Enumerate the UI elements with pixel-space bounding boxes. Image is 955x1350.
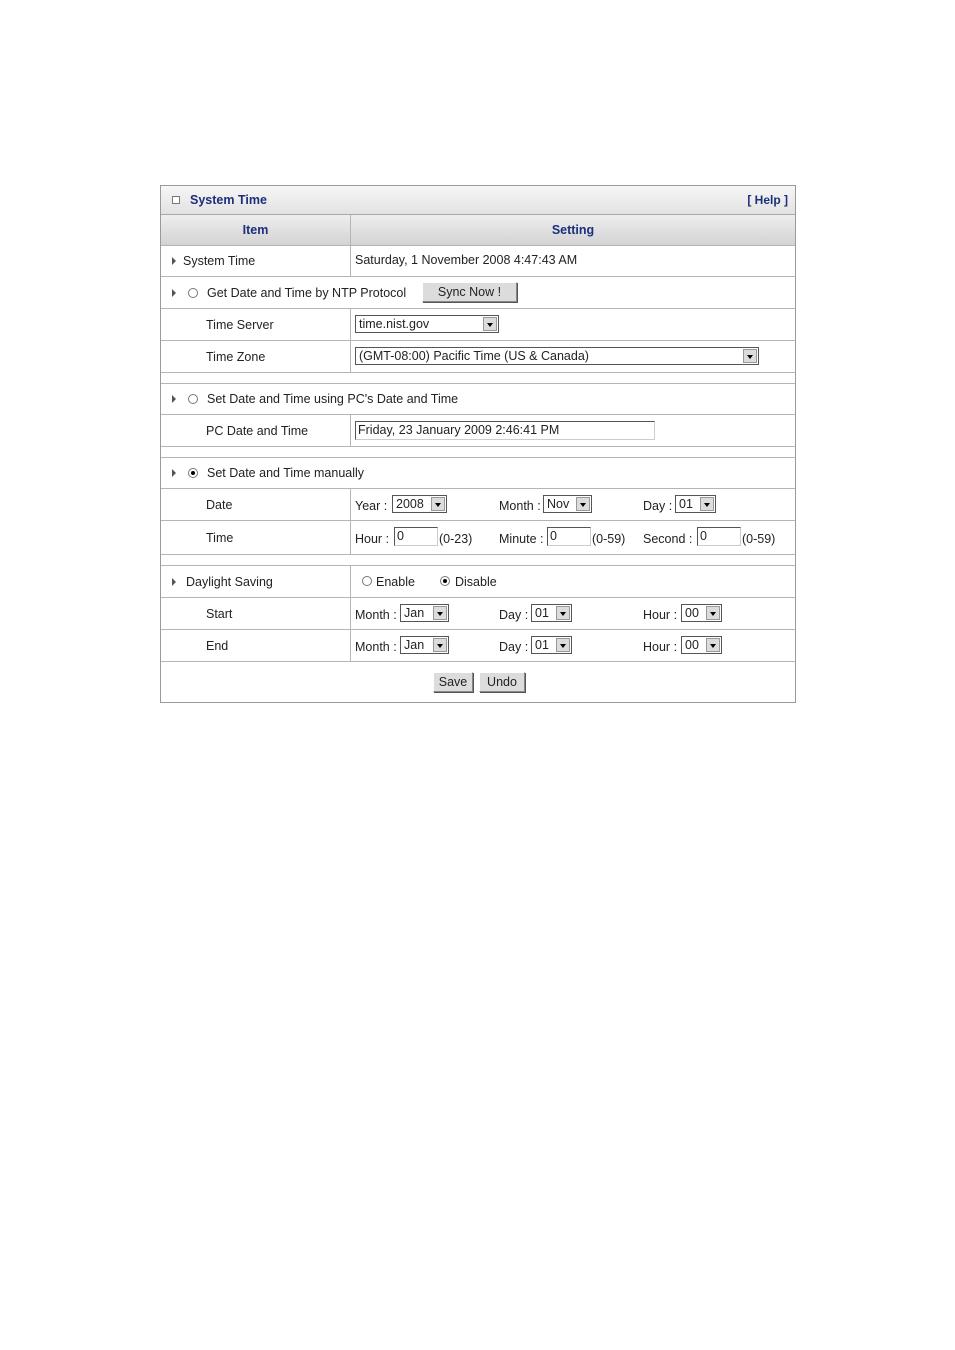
system-time-panel: [160, 185, 796, 703]
system-time-value: Saturday, 1 November 2008 4:47:43 AM: [355, 253, 578, 267]
dst-end-row: [161, 630, 795, 662]
minute-field[interactable]: 0: [547, 527, 591, 546]
daylight-enable-radio[interactable]: [362, 576, 372, 586]
pc-sync-radio[interactable]: [188, 394, 198, 404]
chevron-down-icon: [433, 606, 447, 620]
date-row: [161, 489, 795, 521]
end-day-value: 01: [535, 638, 549, 652]
daylight-disable-label: Disable: [455, 575, 497, 589]
month-label: Month :: [499, 499, 541, 513]
year-value: 2008: [396, 497, 424, 511]
chevron-down-icon: [433, 638, 447, 652]
end-day-label: Day :: [499, 640, 529, 654]
day-label: Day :: [643, 499, 673, 513]
pc-sync-row: [161, 384, 795, 415]
time-server-label: Time Server: [206, 317, 274, 332]
pc-date-time-field[interactable]: Friday, 23 January 2009 2:46:41 PM: [355, 421, 655, 440]
row-arrow-icon: [172, 469, 176, 477]
hour-field[interactable]: 0: [394, 527, 438, 546]
end-hour-select[interactable]: [681, 636, 722, 654]
end-hour-label: Hour :: [643, 640, 678, 654]
row-arrow-icon: [172, 257, 176, 265]
table-header: [161, 215, 795, 246]
start-hour-select[interactable]: [681, 604, 722, 622]
chevron-down-icon: [431, 497, 445, 511]
pc-date-time-row: [161, 415, 795, 447]
dst-start-row: [161, 598, 795, 630]
system-time-label: System Time: [183, 254, 256, 268]
time-zone-row: [161, 341, 795, 373]
daylight-saving-label: Daylight Saving: [186, 574, 273, 589]
start-month-select[interactable]: [400, 604, 449, 622]
second-label: Second :: [643, 532, 693, 546]
end-month-select[interactable]: [400, 636, 449, 654]
chevron-down-icon: [706, 606, 720, 620]
pc-sync-label: Set Date and Time using PC's Date and Time: [207, 392, 459, 406]
pc-date-time-label: PC Date and Time: [206, 423, 309, 438]
start-month-label: Month :: [355, 608, 397, 622]
day-value: 01: [679, 497, 693, 511]
row-arrow-icon: [172, 578, 176, 586]
manual-row: [161, 458, 795, 489]
manual-label: Set Date and Time manually: [207, 466, 365, 480]
time-zone-label: Time Zone: [206, 349, 266, 364]
day-select[interactable]: [675, 495, 716, 513]
month-select[interactable]: [543, 495, 592, 513]
year-select[interactable]: [392, 495, 447, 513]
ntp-label: Get Date and Time by NTP Protocol: [207, 285, 407, 300]
sync-now-button[interactable]: Sync Now !: [422, 282, 517, 302]
time-row: [161, 521, 795, 555]
ntp-radio[interactable]: [188, 288, 198, 298]
hour-range: (0-23): [439, 532, 473, 546]
panel-square-icon: [172, 196, 180, 204]
item-column-header: Item: [161, 215, 351, 245]
section-divider: [161, 373, 795, 384]
year-label: Year :: [355, 499, 388, 513]
time-zone-value: (GMT-08:00) Pacific Time (US & Canada): [359, 349, 589, 363]
second-field[interactable]: 0: [697, 527, 741, 546]
end-day-select[interactable]: [531, 636, 572, 654]
help-link[interactable]: [ Help ]: [747, 193, 788, 207]
daylight-enable-label: Enable: [376, 575, 415, 589]
panel-title-bar: [161, 186, 795, 215]
action-buttons-row: [161, 662, 795, 702]
section-divider: [161, 555, 795, 566]
start-hour-value: 00: [685, 606, 699, 620]
chevron-down-icon: [556, 606, 570, 620]
time-zone-select[interactable]: [355, 347, 759, 365]
manual-radio[interactable]: [188, 468, 198, 478]
hour-label: Hour :: [355, 532, 390, 546]
dst-start-label: Start: [206, 606, 233, 621]
row-arrow-icon: [172, 289, 176, 297]
daylight-disable-radio[interactable]: [440, 576, 450, 586]
row-arrow-icon: [172, 395, 176, 403]
start-day-value: 01: [535, 606, 549, 620]
chevron-down-icon: [483, 317, 497, 331]
start-hour-label: Hour :: [643, 608, 678, 622]
panel-title: System Time: [190, 193, 267, 207]
daylight-saving-row: [161, 566, 795, 598]
minute-label: Minute :: [499, 532, 544, 546]
time-server-select[interactable]: [355, 315, 499, 333]
date-label: Date: [206, 497, 233, 512]
chevron-down-icon: [576, 497, 590, 511]
start-day-label: Day :: [499, 608, 529, 622]
system-time-row: [161, 246, 795, 277]
time-label: Time: [206, 530, 234, 545]
chevron-down-icon: [743, 349, 757, 363]
end-hour-value: 00: [685, 638, 699, 652]
chevron-down-icon: [700, 497, 714, 511]
save-button[interactable]: Save: [433, 672, 473, 692]
time-server-value: time.nist.gov: [359, 317, 430, 331]
minute-range: (0-59): [592, 532, 626, 546]
section-divider: [161, 447, 795, 458]
end-month-label: Month :: [355, 640, 397, 654]
time-server-row: [161, 309, 795, 341]
month-value: Nov: [547, 497, 570, 511]
end-month-value: Jan: [404, 638, 425, 652]
setting-column-header: Setting: [551, 223, 595, 237]
chevron-down-icon: [706, 638, 720, 652]
chevron-down-icon: [556, 638, 570, 652]
ntp-row: [161, 277, 795, 309]
undo-button[interactable]: Undo: [479, 672, 525, 692]
second-range: (0-59): [742, 532, 776, 546]
dst-end-label: End: [206, 638, 229, 653]
start-month-value: Jan: [404, 606, 425, 620]
start-day-select[interactable]: [531, 604, 572, 622]
